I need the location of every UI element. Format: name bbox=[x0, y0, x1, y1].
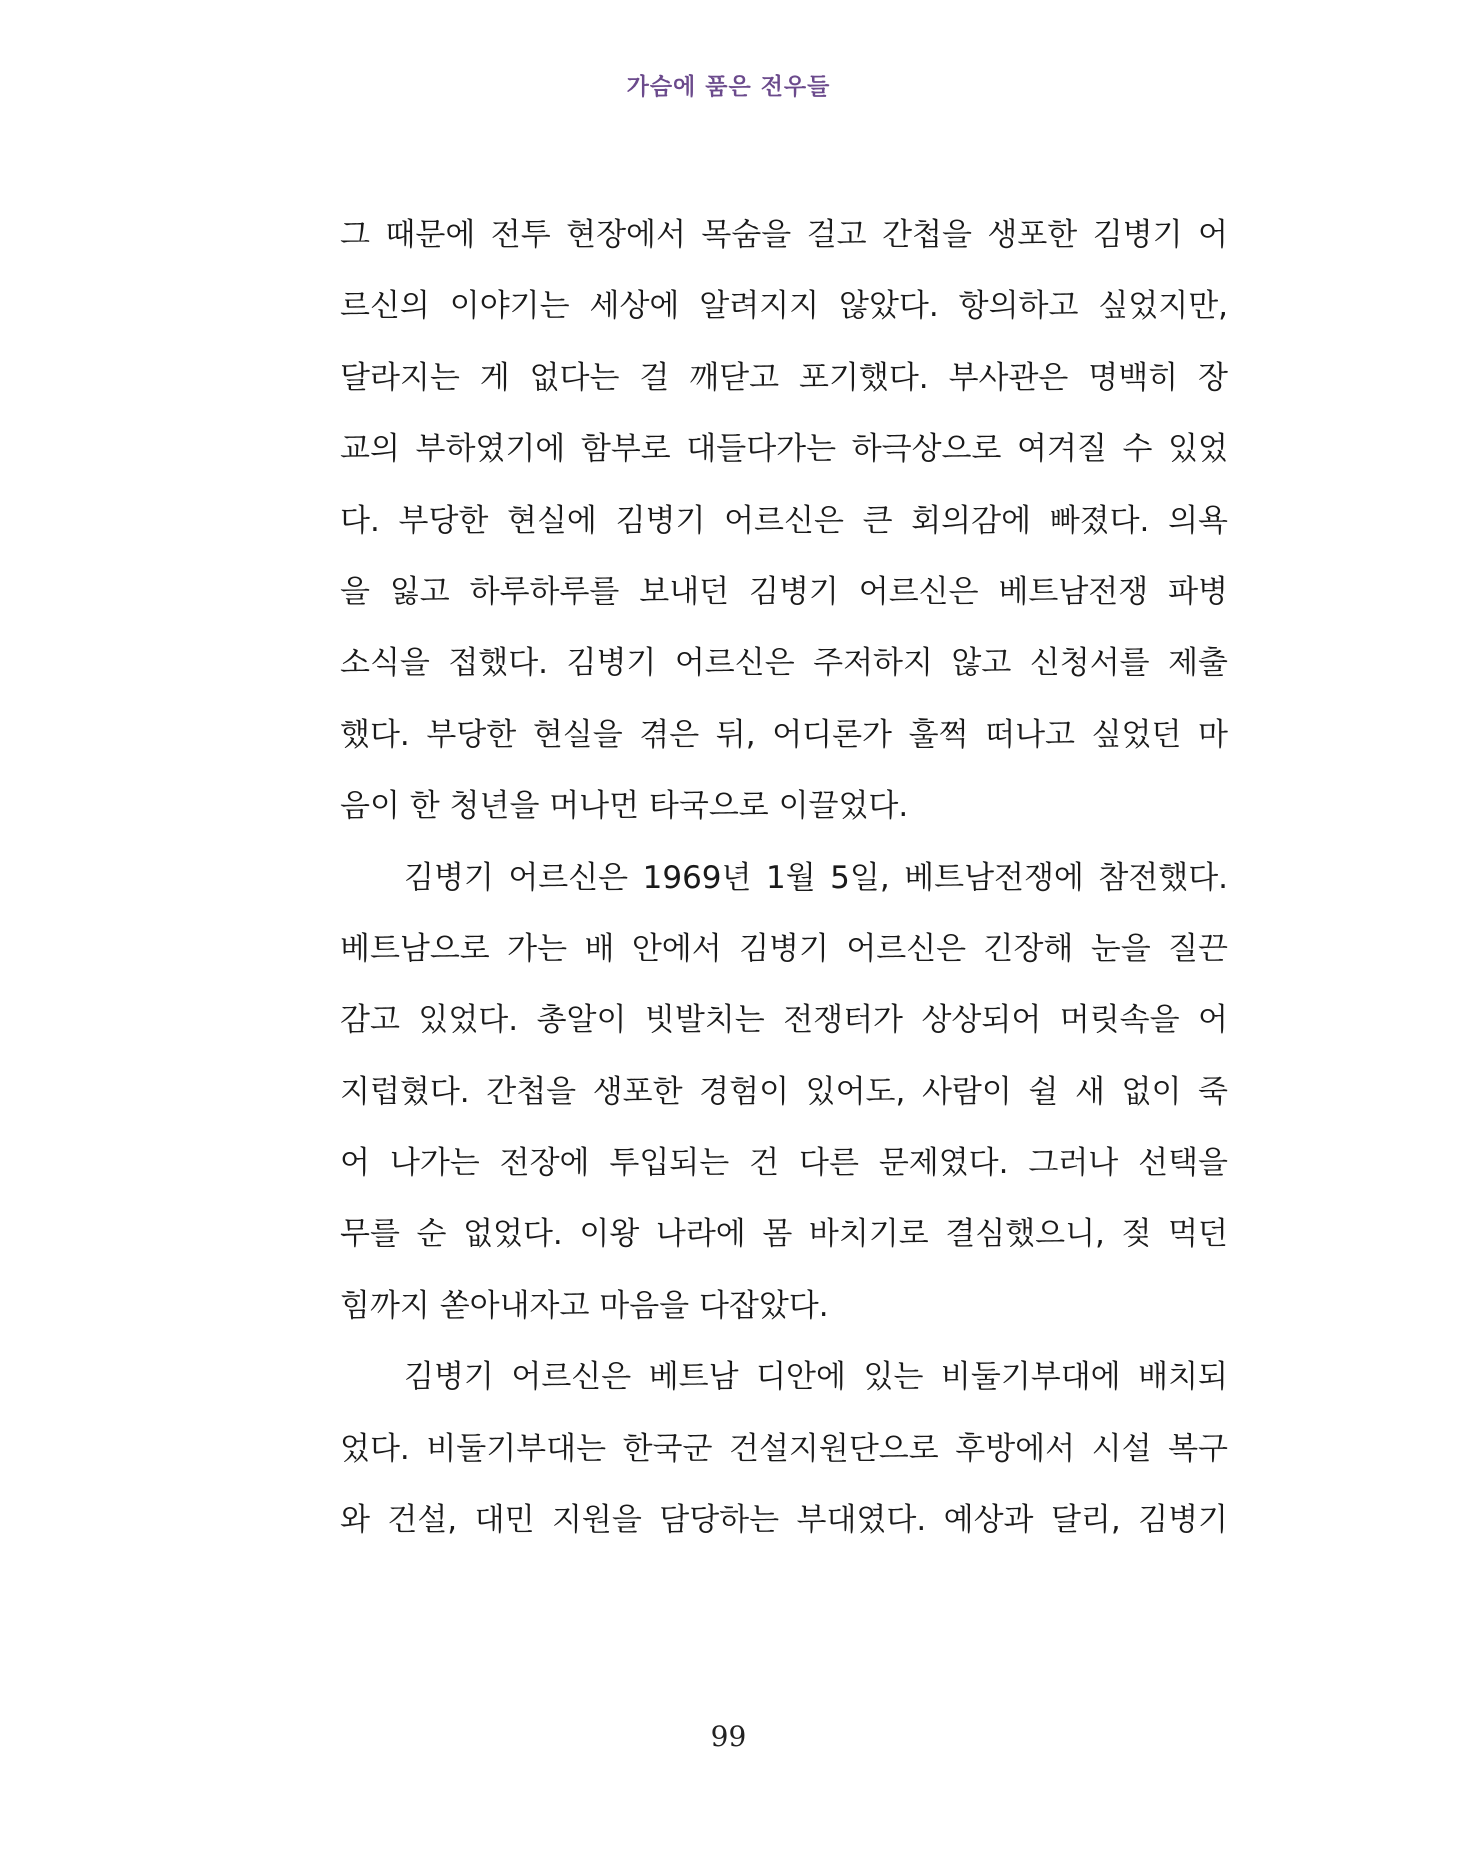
body-text bbox=[340, 200, 1228, 1556]
text-line: 지럽혔다. 간첩을 생포한 경험이 있어도, 사람이 쉴 새 없이 죽 bbox=[340, 1073, 1228, 1110]
text-line: 교의 부하였기에 함부로 대들다가는 하극상으로 여겨질 수 있었 bbox=[340, 431, 1228, 468]
text-line: 힘까지 쏟아내자고 마음을 다잡았다. bbox=[340, 1287, 829, 1324]
text-line: 와 건설, 대민 지원을 담당하는 부대였다. 예상과 달리, 김병기 bbox=[340, 1502, 1228, 1539]
paragraph-1 bbox=[340, 200, 1228, 843]
text-line: 음이 한 청년을 머나먼 타국으로 이끌었다. bbox=[340, 788, 909, 825]
text-line: 했다. 부당한 현실을 겪은 뒤, 어디론가 훌쩍 떠나고 싶었던 마 bbox=[340, 716, 1228, 753]
text-line: 을 잃고 하루하루를 보내던 김병기 어르신은 베트남전쟁 파병 bbox=[340, 573, 1228, 610]
paragraph-3 bbox=[340, 1342, 1228, 1556]
text-line: 감고 있었다. 총알이 빗발치는 전쟁터가 상상되어 머릿속을 어 bbox=[340, 1002, 1228, 1039]
text-line: 었다. 비둘기부대는 한국군 건설지원단으로 후방에서 시설 복구 bbox=[340, 1430, 1228, 1467]
text-line: 달라지는 게 없다는 걸 깨닫고 포기했다. 부사관은 명백히 장 bbox=[340, 359, 1228, 396]
text-line: 베트남으로 가는 배 안에서 김병기 어르신은 긴장해 눈을 질끈 bbox=[340, 930, 1228, 967]
text-line: 르신의 이야기는 세상에 알려지지 않았다. 항의하고 싶었지만, bbox=[340, 288, 1228, 325]
text-line: 어 나가는 전장에 투입되는 건 다른 문제였다. 그러나 선택을 bbox=[340, 1145, 1228, 1182]
running-header-title: 가슴에 품은 전우들 bbox=[626, 73, 831, 100]
text-line: 김병기 어르신은 베트남 디안에 있는 비둘기부대에 배치되 bbox=[404, 1359, 1228, 1396]
page-number: 99 bbox=[710, 1720, 747, 1753]
text-line: 그 때문에 전투 현장에서 목숨을 걸고 간첩을 생포한 김병기 어 bbox=[340, 217, 1228, 253]
text-line: 김병기 어르신은 1969년 1월 5일, 베트남전쟁에 참전했다. bbox=[404, 859, 1228, 896]
text-line: 소식을 접했다. 김병기 어르신은 주저하지 않고 신청서를 제출 bbox=[340, 645, 1228, 682]
text-line: 다. 부당한 현실에 김병기 어르신은 큰 회의감에 빠졌다. 의욕 bbox=[340, 502, 1228, 539]
text-line: 무를 순 없었다. 이왕 나라에 몸 바치기로 결심했으니, 젖 먹던 bbox=[340, 1216, 1228, 1253]
paragraph-2 bbox=[340, 843, 1228, 1343]
